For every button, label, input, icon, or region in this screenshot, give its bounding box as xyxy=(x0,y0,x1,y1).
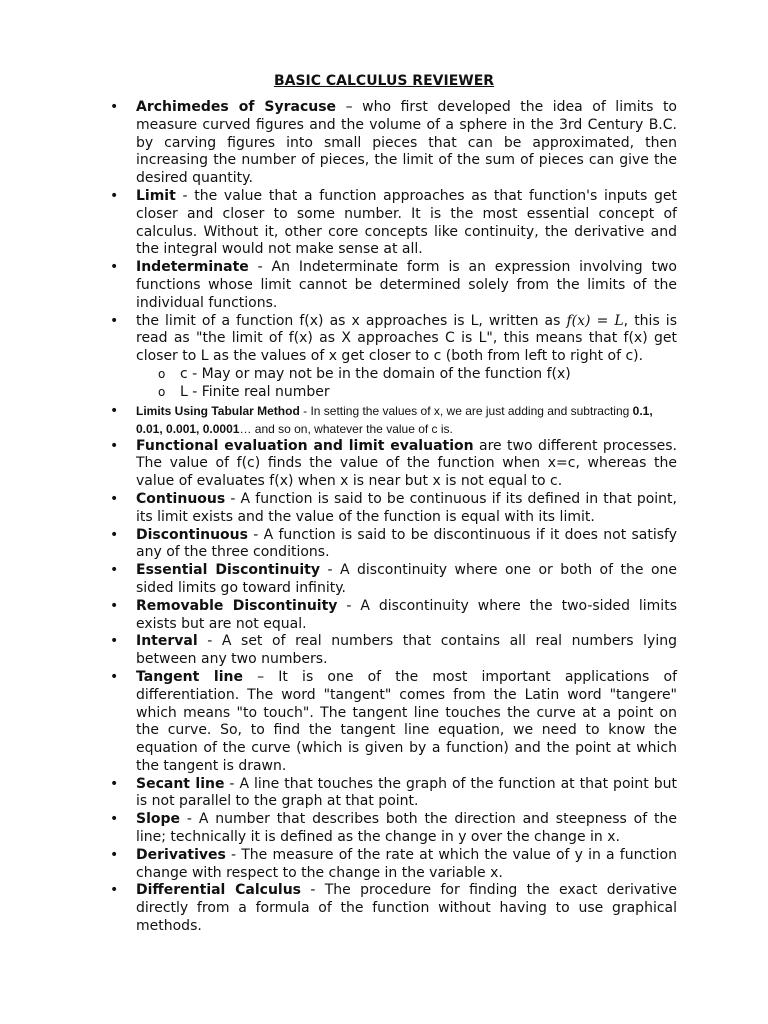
bullet-icon: • xyxy=(110,775,119,792)
list-item xyxy=(108,562,677,598)
term-definition: - A function is said to be discontinuous if it does not satisfy any of the three conditions. xyxy=(136,526,677,561)
term-definition: - A number that describes both the direction and steepness of the line; technically it is defined as the change in y over the change in x. xyxy=(136,811,677,846)
bullet-icon: • xyxy=(110,882,119,899)
list-item xyxy=(108,188,677,259)
term-definition: - A set of real numbers that contains all real numbers lying between any two numbers. xyxy=(136,633,677,668)
bullet-icon: • xyxy=(110,597,119,614)
bullet-icon: • xyxy=(110,187,119,204)
list-item xyxy=(108,633,677,669)
list-item xyxy=(108,882,677,935)
sub-list-item xyxy=(136,366,677,384)
math-expression: f(x) = L xyxy=(566,312,624,329)
list-item xyxy=(108,598,677,634)
term-name: Functional evaluation and limit evaluation xyxy=(136,437,474,454)
bullet-icon: • xyxy=(110,846,119,863)
term-definition: the limit of a function f(x) as x approaches is L, written as xyxy=(136,312,567,329)
term-definition: - An Indeterminate form is an expression involving two functions whose limit cannot be determined solely from the limits of the individual functions. xyxy=(136,259,677,311)
list-item xyxy=(108,847,677,883)
sub-item-text: L - Finite real number xyxy=(180,383,330,400)
bullet-icon: • xyxy=(110,490,119,507)
list-item xyxy=(108,811,677,847)
bullet-icon: • xyxy=(110,668,119,685)
term-definition-continued: … and so on, whatever the value of c is. xyxy=(239,421,453,436)
bullet-icon: • xyxy=(110,633,119,650)
sub-item-text: c - May or may not be in the domain of the function f(x) xyxy=(180,365,571,382)
term-definition: are two different processes. The value of f(c) finds the value of the function when x=c, whereas the value of evaluates f(x) when x is near but x is not equal to c. xyxy=(136,437,677,490)
term-definition: – who first developed the idea of limits to measure curved figures and the volume of a sphere in the 3rd Century B.C. by carving figures into small pieces that can be approximated, then increasing the number of pieces, the limit of the sum of pieces can give the desired quantity. xyxy=(136,99,677,187)
page-title: BASIC CALCULUS REVIEWER xyxy=(273,73,495,89)
list-item xyxy=(108,669,677,776)
term-name: Continuous xyxy=(136,490,226,507)
term-definition: - A line that touches the graph of the function at that point but is not parallel to the graph at that point. xyxy=(136,775,677,810)
term-definition: - A function is said to be continuous if its defined in that point, its limit exists and the value of the function is equal with its limit. xyxy=(136,490,677,525)
bullet-icon: • xyxy=(110,437,119,454)
list-item xyxy=(108,313,677,402)
circle-bullet-icon: o xyxy=(158,366,166,381)
term-name: Secant line xyxy=(136,775,225,792)
bullet-icon: • xyxy=(110,811,119,828)
term-name: Slope xyxy=(136,811,181,828)
sub-list xyxy=(136,366,677,402)
bullet-icon: • xyxy=(110,526,119,543)
list-item xyxy=(108,776,677,812)
term-name: Indeterminate xyxy=(136,259,249,276)
term-name: Interval xyxy=(136,633,198,650)
list-item xyxy=(108,402,677,438)
term-name: Tangent line xyxy=(136,668,243,685)
list-item xyxy=(108,491,677,527)
term-definition: – It is one of the most important applications of differentiation. The word "tangent" comes from the Latin word "tangere" which means "to touch". The tangent line touches the curve at a point on the curve. So, to find the tangent line equation, we need to know the equation of the curve (which is given by a function) and the point at which the tangent is drawn. xyxy=(136,668,677,774)
term-name: Differential Calculus xyxy=(136,882,302,899)
term-name: Removable Discontinuity xyxy=(136,597,338,614)
term-name: Limit xyxy=(136,187,176,204)
emphasis-values: 0.1, 0.01, 0.001, 0.0001 xyxy=(136,403,653,436)
term-name: Derivatives xyxy=(136,846,226,863)
bullet-icon: • xyxy=(110,99,119,115)
term-definition: - The measure of the rate at which the value of y in a function change with respect to the change in the variable x. xyxy=(136,846,677,881)
term-definition: - the value that a function approaches as that function's inputs get closer and closer to some number. It is the most essential concept of calculus. Without it, other core concepts like continuity, the derivative and the integral would not make sense at all. xyxy=(136,187,677,258)
list-item xyxy=(108,259,677,312)
term-definition: - The procedure for finding the exact derivative directly from a formula of the function without having to use graphical methods. xyxy=(136,882,677,935)
term-name: Archimedes of Syracuse xyxy=(136,99,337,115)
list-item xyxy=(108,99,677,188)
bullet-icon: • xyxy=(110,259,119,276)
term-definition-continued: , this is read as "the limit of f(x) as X approaches C is L", this means that f(x) get closer to L as the values of x get closer to c (both from left to right of c). xyxy=(136,312,677,365)
term-definition: - In setting the values of x, we are just adding and subtracting xyxy=(299,403,633,418)
term-list xyxy=(108,99,677,936)
bullet-icon: • xyxy=(110,562,119,579)
circle-bullet-icon: o xyxy=(158,384,166,399)
sub-list-item xyxy=(136,384,677,402)
term-name: Essential Discontinuity xyxy=(136,562,320,579)
bullet-icon: • xyxy=(110,312,119,329)
bullet-icon: • xyxy=(110,402,119,419)
term-name: Discontinuous xyxy=(136,526,248,543)
list-item xyxy=(108,438,677,491)
term-definition: - A discontinuity where the two-sided limits exists but are not equal. xyxy=(136,597,677,632)
list-item xyxy=(108,527,677,563)
term-name: Limits Using Tabular Method xyxy=(136,403,300,418)
term-definition: - A discontinuity where one or both of the one sided limits go toward infinity. xyxy=(136,562,677,596)
